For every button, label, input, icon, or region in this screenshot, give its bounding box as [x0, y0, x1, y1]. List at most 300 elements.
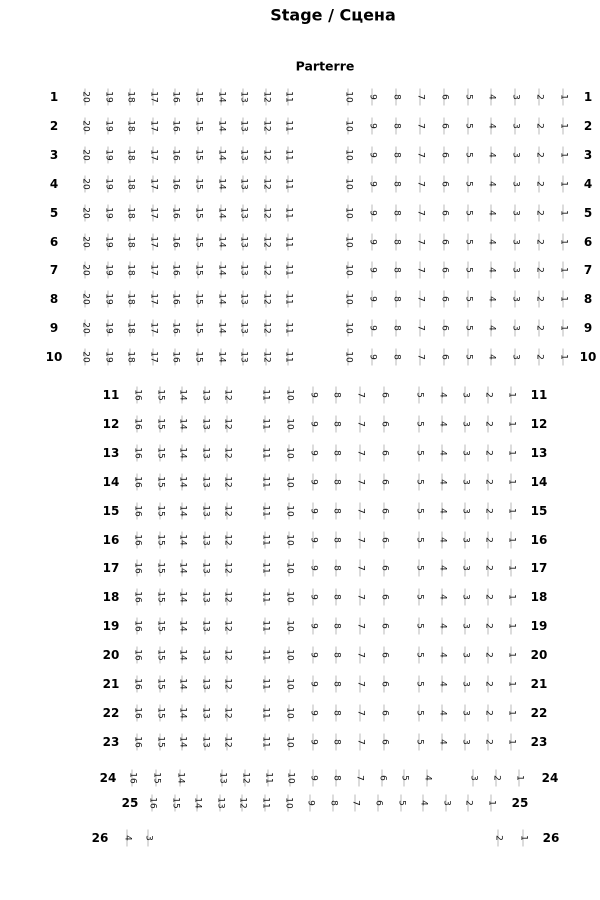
- seat[interactable]: [351, 644, 369, 666]
- seat[interactable]: [256, 557, 274, 579]
- seat[interactable]: [375, 529, 393, 551]
- seat[interactable]: [506, 317, 524, 339]
- seat[interactable]: [351, 702, 369, 724]
- seat[interactable]: [304, 471, 322, 493]
- seat[interactable]: [166, 115, 184, 137]
- seat[interactable]: [76, 231, 94, 253]
- seat[interactable]: [459, 202, 477, 224]
- seat[interactable]: [304, 731, 322, 753]
- seat[interactable]: [257, 173, 275, 195]
- seat[interactable]: [280, 673, 298, 695]
- seat[interactable]: [327, 586, 345, 608]
- seat[interactable]: [387, 173, 405, 195]
- seat[interactable]: [530, 317, 548, 339]
- seat[interactable]: [387, 202, 405, 224]
- seat[interactable]: [375, 471, 393, 493]
- seat[interactable]: [411, 317, 429, 339]
- seat[interactable]: [433, 702, 451, 724]
- seat[interactable]: [410, 384, 428, 406]
- seat[interactable]: [189, 144, 207, 166]
- seat[interactable]: [395, 767, 413, 789]
- seat[interactable]: [435, 173, 453, 195]
- seat[interactable]: [502, 557, 520, 579]
- seat[interactable]: [76, 346, 94, 368]
- seat[interactable]: [506, 346, 524, 368]
- seat[interactable]: [304, 615, 322, 637]
- seat[interactable]: [502, 673, 520, 695]
- seat[interactable]: [257, 346, 275, 368]
- seat[interactable]: [339, 288, 357, 310]
- seat[interactable]: [506, 173, 524, 195]
- seat[interactable]: [410, 702, 428, 724]
- seat[interactable]: [151, 529, 169, 551]
- seat[interactable]: [351, 673, 369, 695]
- seat[interactable]: [166, 259, 184, 281]
- seat[interactable]: [280, 586, 298, 608]
- seat[interactable]: [280, 442, 298, 464]
- seat[interactable]: [387, 115, 405, 137]
- seat[interactable]: [479, 673, 497, 695]
- seat[interactable]: [256, 384, 274, 406]
- seat[interactable]: [144, 86, 162, 108]
- seat[interactable]: [433, 529, 451, 551]
- seat[interactable]: [327, 644, 345, 666]
- seat[interactable]: [351, 413, 369, 435]
- seat[interactable]: [256, 442, 274, 464]
- seat[interactable]: [99, 115, 117, 137]
- seat[interactable]: [257, 202, 275, 224]
- seat[interactable]: [433, 413, 451, 435]
- seat[interactable]: [327, 731, 345, 753]
- seat[interactable]: [363, 317, 381, 339]
- seat[interactable]: [196, 384, 214, 406]
- seat[interactable]: [387, 288, 405, 310]
- seat[interactable]: [218, 442, 236, 464]
- seat[interactable]: [411, 86, 429, 108]
- seat[interactable]: [459, 792, 477, 814]
- seat[interactable]: [433, 586, 451, 608]
- seat[interactable]: [196, 702, 214, 724]
- seat[interactable]: [279, 317, 297, 339]
- seat[interactable]: [196, 644, 214, 666]
- seat[interactable]: [435, 86, 453, 108]
- seat[interactable]: [304, 767, 322, 789]
- seat[interactable]: [257, 317, 275, 339]
- seat[interactable]: [375, 644, 393, 666]
- seat[interactable]: [166, 317, 184, 339]
- seat[interactable]: [76, 288, 94, 310]
- seat[interactable]: [123, 767, 141, 789]
- seat[interactable]: [234, 231, 252, 253]
- seat[interactable]: [411, 346, 429, 368]
- seat[interactable]: [433, 500, 451, 522]
- seat[interactable]: [128, 500, 146, 522]
- seat[interactable]: [479, 702, 497, 724]
- seat[interactable]: [151, 615, 169, 637]
- seat[interactable]: [218, 384, 236, 406]
- seat[interactable]: [489, 827, 507, 849]
- seat[interactable]: [121, 231, 139, 253]
- seat[interactable]: [212, 173, 230, 195]
- seat[interactable]: [482, 144, 500, 166]
- seat[interactable]: [459, 144, 477, 166]
- seat[interactable]: [363, 173, 381, 195]
- seat[interactable]: [280, 557, 298, 579]
- seat[interactable]: [411, 231, 429, 253]
- seat[interactable]: [414, 792, 432, 814]
- seat[interactable]: [212, 231, 230, 253]
- seat[interactable]: [196, 471, 214, 493]
- seat[interactable]: [502, 731, 520, 753]
- seat[interactable]: [212, 144, 230, 166]
- seat[interactable]: [196, 586, 214, 608]
- seat[interactable]: [212, 317, 230, 339]
- seat[interactable]: [502, 702, 520, 724]
- seat[interactable]: [212, 115, 230, 137]
- seat[interactable]: [279, 346, 297, 368]
- seat[interactable]: [189, 115, 207, 137]
- seat[interactable]: [410, 529, 428, 551]
- seat[interactable]: [128, 702, 146, 724]
- seat[interactable]: [234, 346, 252, 368]
- seat[interactable]: [211, 792, 229, 814]
- seat[interactable]: [196, 500, 214, 522]
- seat[interactable]: [510, 767, 528, 789]
- seat[interactable]: [363, 202, 381, 224]
- seat[interactable]: [118, 827, 136, 849]
- seat[interactable]: [304, 644, 322, 666]
- seat[interactable]: [487, 767, 505, 789]
- seat[interactable]: [339, 202, 357, 224]
- seat[interactable]: [234, 144, 252, 166]
- seat[interactable]: [482, 173, 500, 195]
- seat[interactable]: [173, 557, 191, 579]
- seat[interactable]: [128, 673, 146, 695]
- seat[interactable]: [166, 86, 184, 108]
- seat[interactable]: [410, 673, 428, 695]
- seat[interactable]: [189, 231, 207, 253]
- seat[interactable]: [459, 86, 477, 108]
- seat[interactable]: [387, 86, 405, 108]
- seat[interactable]: [327, 500, 345, 522]
- seat[interactable]: [256, 500, 274, 522]
- seat[interactable]: [76, 259, 94, 281]
- seat[interactable]: [121, 144, 139, 166]
- seat[interactable]: [151, 471, 169, 493]
- seat[interactable]: [433, 644, 451, 666]
- seat[interactable]: [351, 384, 369, 406]
- seat[interactable]: [76, 86, 94, 108]
- seat[interactable]: [435, 317, 453, 339]
- seat[interactable]: [482, 231, 500, 253]
- seat[interactable]: [121, 288, 139, 310]
- seat[interactable]: [506, 288, 524, 310]
- seat[interactable]: [410, 644, 428, 666]
- seat[interactable]: [166, 202, 184, 224]
- seat[interactable]: [173, 673, 191, 695]
- seat[interactable]: [196, 731, 214, 753]
- seat[interactable]: [435, 231, 453, 253]
- seat[interactable]: [410, 731, 428, 753]
- seat[interactable]: [327, 767, 345, 789]
- seat[interactable]: [151, 586, 169, 608]
- seat[interactable]: [339, 173, 357, 195]
- seat[interactable]: [212, 86, 230, 108]
- seat[interactable]: [279, 231, 297, 253]
- seat[interactable]: [256, 673, 274, 695]
- seat[interactable]: [173, 384, 191, 406]
- seat[interactable]: [259, 767, 277, 789]
- seat[interactable]: [173, 500, 191, 522]
- seat[interactable]: [218, 413, 236, 435]
- seat[interactable]: [76, 317, 94, 339]
- seat[interactable]: [459, 115, 477, 137]
- seat[interactable]: [324, 792, 342, 814]
- seat[interactable]: [189, 173, 207, 195]
- seat[interactable]: [144, 346, 162, 368]
- seat[interactable]: [456, 500, 474, 522]
- seat[interactable]: [121, 173, 139, 195]
- seat[interactable]: [234, 115, 252, 137]
- seat[interactable]: [339, 86, 357, 108]
- seat[interactable]: [530, 115, 548, 137]
- seat[interactable]: [256, 615, 274, 637]
- seat[interactable]: [479, 615, 497, 637]
- seat[interactable]: [173, 644, 191, 666]
- seat[interactable]: [373, 767, 391, 789]
- seat[interactable]: [392, 792, 410, 814]
- seat[interactable]: [327, 673, 345, 695]
- seat[interactable]: [218, 586, 236, 608]
- seat[interactable]: [387, 144, 405, 166]
- seat[interactable]: [410, 615, 428, 637]
- seat[interactable]: [218, 615, 236, 637]
- seat[interactable]: [339, 346, 357, 368]
- seat[interactable]: [236, 767, 254, 789]
- seat[interactable]: [530, 173, 548, 195]
- seat[interactable]: [502, 442, 520, 464]
- seat[interactable]: [435, 202, 453, 224]
- seat[interactable]: [128, 384, 146, 406]
- seat[interactable]: [387, 346, 405, 368]
- seat[interactable]: [76, 144, 94, 166]
- seat[interactable]: [196, 557, 214, 579]
- seat[interactable]: [189, 317, 207, 339]
- seat[interactable]: [387, 317, 405, 339]
- seat[interactable]: [173, 615, 191, 637]
- seat[interactable]: [144, 144, 162, 166]
- seat[interactable]: [212, 346, 230, 368]
- seat[interactable]: [375, 413, 393, 435]
- seat[interactable]: [482, 346, 500, 368]
- seat[interactable]: [121, 115, 139, 137]
- seat[interactable]: [256, 413, 274, 435]
- seat[interactable]: [375, 615, 393, 637]
- seat[interactable]: [327, 442, 345, 464]
- seat[interactable]: [410, 557, 428, 579]
- seat[interactable]: [339, 115, 357, 137]
- seat[interactable]: [280, 644, 298, 666]
- seat[interactable]: [530, 288, 548, 310]
- seat[interactable]: [128, 644, 146, 666]
- seat[interactable]: [173, 586, 191, 608]
- seat[interactable]: [502, 615, 520, 637]
- seat[interactable]: [456, 673, 474, 695]
- seat[interactable]: [128, 442, 146, 464]
- seat[interactable]: [479, 384, 497, 406]
- seat[interactable]: [554, 231, 572, 253]
- seat[interactable]: [256, 702, 274, 724]
- seat[interactable]: [280, 615, 298, 637]
- seat[interactable]: [363, 86, 381, 108]
- seat[interactable]: [257, 288, 275, 310]
- seat[interactable]: [375, 673, 393, 695]
- seat[interactable]: [166, 346, 184, 368]
- seat[interactable]: [418, 767, 436, 789]
- seat[interactable]: [554, 144, 572, 166]
- seat[interactable]: [280, 500, 298, 522]
- seat[interactable]: [280, 413, 298, 435]
- seat[interactable]: [479, 644, 497, 666]
- seat[interactable]: [435, 346, 453, 368]
- seat[interactable]: [530, 231, 548, 253]
- seat[interactable]: [479, 500, 497, 522]
- seat[interactable]: [218, 702, 236, 724]
- seat[interactable]: [143, 792, 161, 814]
- seat[interactable]: [151, 500, 169, 522]
- seat[interactable]: [456, 529, 474, 551]
- seat[interactable]: [144, 231, 162, 253]
- seat[interactable]: [304, 586, 322, 608]
- seat[interactable]: [456, 702, 474, 724]
- seat[interactable]: [502, 586, 520, 608]
- seat[interactable]: [196, 413, 214, 435]
- seat[interactable]: [234, 288, 252, 310]
- seat[interactable]: [482, 317, 500, 339]
- seat[interactable]: [554, 346, 572, 368]
- seat[interactable]: [121, 346, 139, 368]
- seat[interactable]: [256, 792, 274, 814]
- seat[interactable]: [479, 413, 497, 435]
- seat[interactable]: [435, 259, 453, 281]
- seat[interactable]: [212, 259, 230, 281]
- seat[interactable]: [189, 86, 207, 108]
- seat[interactable]: [387, 231, 405, 253]
- seat[interactable]: [189, 259, 207, 281]
- seat[interactable]: [151, 702, 169, 724]
- seat[interactable]: [76, 173, 94, 195]
- seat[interactable]: [304, 673, 322, 695]
- seat[interactable]: [151, 557, 169, 579]
- seat[interactable]: [351, 557, 369, 579]
- seat[interactable]: [502, 644, 520, 666]
- seat[interactable]: [257, 115, 275, 137]
- seat[interactable]: [121, 86, 139, 108]
- seat[interactable]: [99, 173, 117, 195]
- seat[interactable]: [144, 173, 162, 195]
- seat[interactable]: [433, 442, 451, 464]
- seat[interactable]: [144, 115, 162, 137]
- seat[interactable]: [435, 144, 453, 166]
- seat[interactable]: [173, 471, 191, 493]
- seat[interactable]: [502, 529, 520, 551]
- seat[interactable]: [99, 231, 117, 253]
- seat[interactable]: [554, 173, 572, 195]
- seat[interactable]: [234, 317, 252, 339]
- seat[interactable]: [375, 586, 393, 608]
- seat[interactable]: [369, 792, 387, 814]
- seat[interactable]: [530, 259, 548, 281]
- seat[interactable]: [280, 702, 298, 724]
- seat[interactable]: [218, 731, 236, 753]
- seat[interactable]: [304, 702, 322, 724]
- seat[interactable]: [456, 615, 474, 637]
- seat[interactable]: [456, 471, 474, 493]
- seat[interactable]: [375, 500, 393, 522]
- seat[interactable]: [459, 317, 477, 339]
- seat[interactable]: [173, 442, 191, 464]
- seat[interactable]: [257, 259, 275, 281]
- seat[interactable]: [502, 413, 520, 435]
- seat[interactable]: [554, 202, 572, 224]
- seat[interactable]: [128, 413, 146, 435]
- seat[interactable]: [173, 702, 191, 724]
- seat[interactable]: [151, 644, 169, 666]
- seat[interactable]: [279, 792, 297, 814]
- seat[interactable]: [196, 615, 214, 637]
- seat[interactable]: [351, 615, 369, 637]
- seat[interactable]: [435, 115, 453, 137]
- seat[interactable]: [387, 259, 405, 281]
- seat[interactable]: [375, 557, 393, 579]
- seat[interactable]: [218, 644, 236, 666]
- seat[interactable]: [327, 615, 345, 637]
- seat[interactable]: [234, 202, 252, 224]
- seat[interactable]: [166, 173, 184, 195]
- seat[interactable]: [411, 288, 429, 310]
- seat[interactable]: [212, 202, 230, 224]
- seat[interactable]: [257, 86, 275, 108]
- seat[interactable]: [256, 731, 274, 753]
- seat[interactable]: [411, 202, 429, 224]
- seat[interactable]: [351, 586, 369, 608]
- seat[interactable]: [530, 202, 548, 224]
- seat[interactable]: [128, 529, 146, 551]
- seat[interactable]: [459, 288, 477, 310]
- seat[interactable]: [281, 767, 299, 789]
- seat[interactable]: [128, 471, 146, 493]
- seat[interactable]: [459, 259, 477, 281]
- seat[interactable]: [280, 529, 298, 551]
- seat[interactable]: [128, 557, 146, 579]
- seat[interactable]: [218, 557, 236, 579]
- seat[interactable]: [279, 259, 297, 281]
- seat[interactable]: [256, 586, 274, 608]
- seat[interactable]: [363, 288, 381, 310]
- seat[interactable]: [173, 413, 191, 435]
- seat[interactable]: [506, 231, 524, 253]
- seat[interactable]: [375, 384, 393, 406]
- seat[interactable]: [411, 173, 429, 195]
- seat[interactable]: [363, 231, 381, 253]
- seat[interactable]: [279, 115, 297, 137]
- seat[interactable]: [279, 144, 297, 166]
- seat[interactable]: [410, 442, 428, 464]
- seat[interactable]: [218, 471, 236, 493]
- seat[interactable]: [76, 202, 94, 224]
- seat[interactable]: [121, 202, 139, 224]
- seat[interactable]: [99, 317, 117, 339]
